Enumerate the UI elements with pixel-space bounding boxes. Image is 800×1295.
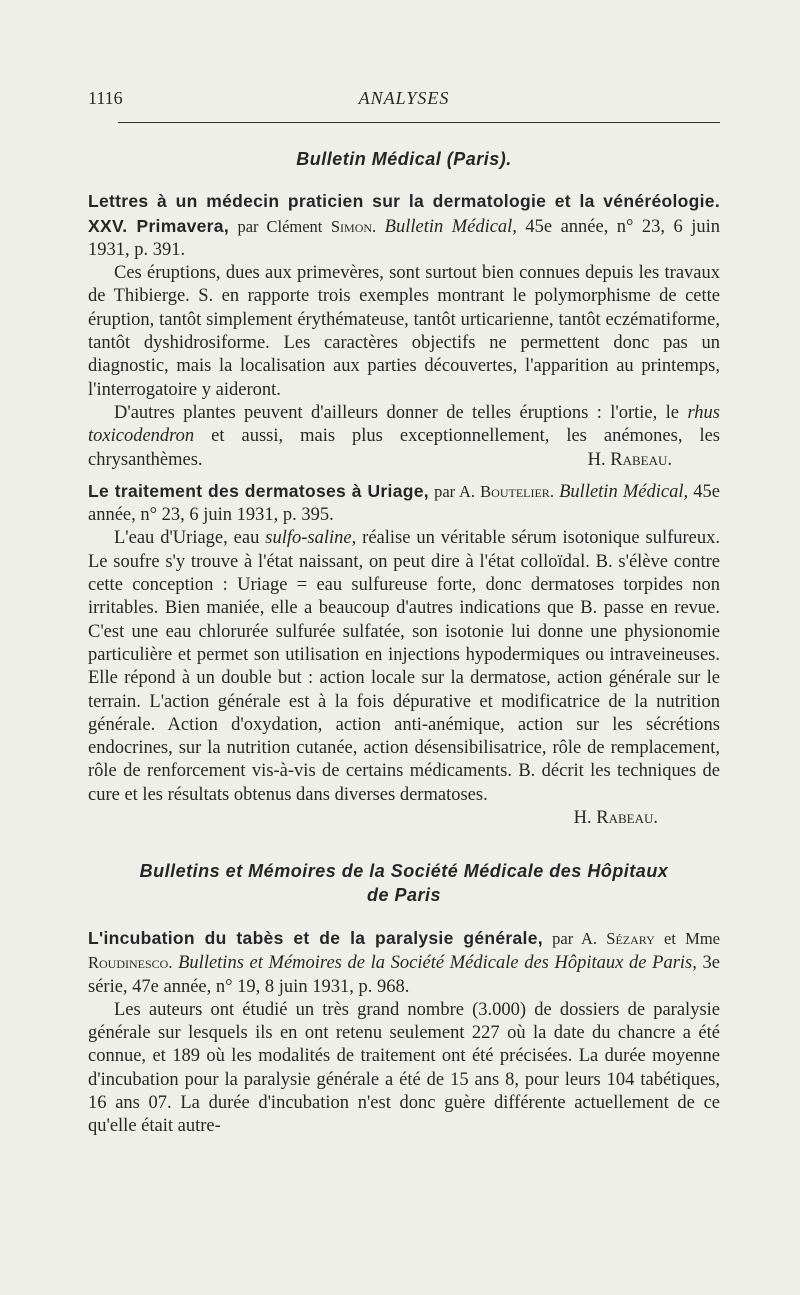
- page-number: 1116: [88, 88, 123, 108]
- paragraph: Ces éruptions, dues aux primevères, sont surtout bien connues depuis les travaux de Thibierge. S. en rapporte trois exemples montrant le polymorphisme de cette éruption, tantôt simplement érythémateuse, tantôt urticarienne, tantôt eczématiforme, tantôt dyshidrosiforme. Les caractères objectifs ne permettent donc pas un diagnostic, mais la localisation aux parties découvertes, l'apparition au printemps, l'interrogatoire y aideront.: [88, 263, 720, 400]
- paragraph-text: réalise un véritable sérum isotonique sulfureux. Le soufre s'y trouve à l'état naissant, on peut dire à l'état colloïdal. B. s'élève contre cette conception : Uriage = eau sulfureuse forte, donc dermatoses torpides non irritables. Bien maniée, elle a beaucoup d'autres indications que B. passe en revue. C'est une eau chlorurée sulfurée sulfatée, son isotonie lui donne une physionomie particulière et permet son utilisation en injections hypodermiques ou intraveineuses. Elle répond à un double but : action locale sur la dermatose, action générale sur le terrain. L'action générale est à la fois dépurative et modificatrice de la nutrition générale. Action d'oxydation, action anti-anémique, action sur les sécrétions endocrines, sur la nutrition cutanée, action désensibilisatrice, rôle de remplacement, rôle de renforcement vis-à-vis de certains médicaments. B. décrit les techniques de cure et les résultats obtenus dans diverses dermatoses.: [88, 528, 721, 805]
- author-name: Sézary: [606, 928, 655, 948]
- source-journal: Bulletins et Mémoires de la Société Médicale des Hôpitaux de Paris,: [178, 953, 697, 974]
- article-title: Lettres à un médecin praticien sur la dermatologie et la vénéréologie. XXV. Primavera,: [88, 191, 720, 236]
- citation-and: et: [664, 928, 676, 948]
- signature: H. Rabeau.: [587, 449, 672, 470]
- running-head: [88, 88, 720, 110]
- page-content: [88, 148, 720, 1139]
- article-title: L'incubation du tabès et de la paralysie générale,: [88, 927, 543, 948]
- article-citation: [88, 190, 720, 262]
- citation-details: 3e série, 47e année, n° 19, 8 juin 1931, p. 968.: [88, 953, 720, 997]
- paragraph-text: L'eau d'Uriage, eau: [114, 528, 260, 549]
- article-citation: [88, 927, 720, 999]
- citation-by: par A.: [552, 928, 598, 948]
- citation-details: 45e année, n° 23, 6 juin 1931, p. 391.: [88, 216, 721, 260]
- author-name: Simon.: [330, 216, 377, 236]
- journal-heading-bulletin-medical: Bulletin Médical (Paris).: [296, 149, 512, 169]
- journal-heading-societe-medicale: [88, 860, 720, 907]
- paragraph: [88, 527, 720, 807]
- article-citation: [88, 480, 720, 528]
- citation-by: par Clément: [237, 216, 323, 236]
- source-journal: Bulletin Médical,: [384, 216, 517, 237]
- author-name: Roudinesco.: [88, 953, 173, 973]
- source-journal: Bulletin Médical,: [559, 481, 689, 502]
- citation-details: 45e année, n° 23, 6 juin 1931, p. 395.: [88, 481, 720, 526]
- species-name: rhus toxicodendron: [88, 402, 721, 447]
- article-uriage: [88, 480, 720, 830]
- running-title: ANALYSES: [358, 88, 450, 108]
- article-primavera: [88, 190, 720, 472]
- author-name: Boutelier.: [480, 481, 554, 501]
- header-rule: [118, 122, 720, 123]
- journal-heading-line: Bulletins et Mémoires de la Société Médicale des Hôpitaux: [139, 861, 669, 882]
- paragraph: Les auteurs ont étudié un très grand nombre (3.000) de dossiers de paralysie générale sur lesquels ils en ont retenu seulement 227 où la date du chancre a été connue, et 189 où les modalités de traitement ont été précisées. La durée moyenne d'incubation pour la paralysie générale a été de 15 ans 8, pour leurs 104 tabétiques, 16 ans 07. La durée d'incubation n'est donc guère différente actuellement de ce qu'elle était autre-: [88, 999, 720, 1137]
- emphasis: sulfo-saline,: [265, 528, 357, 549]
- citation-by: par A.: [434, 481, 475, 501]
- honorific: Mme: [685, 928, 720, 948]
- paragraph-text: D'autres plantes peuvent d'ailleurs donner de telles éruptions : l'ortie, le: [114, 402, 680, 423]
- journal-heading-line: de Paris: [366, 884, 442, 905]
- article-incubation: [88, 927, 720, 1139]
- article-title: Le traitement des dermatoses à Uriage,: [88, 480, 429, 501]
- paragraph-text: et aussi, mais plus exceptionnellement, les anémones, les chrysanthèmes.: [88, 426, 720, 470]
- paragraph: [88, 402, 720, 472]
- signature: H. Rabeau.: [573, 808, 658, 829]
